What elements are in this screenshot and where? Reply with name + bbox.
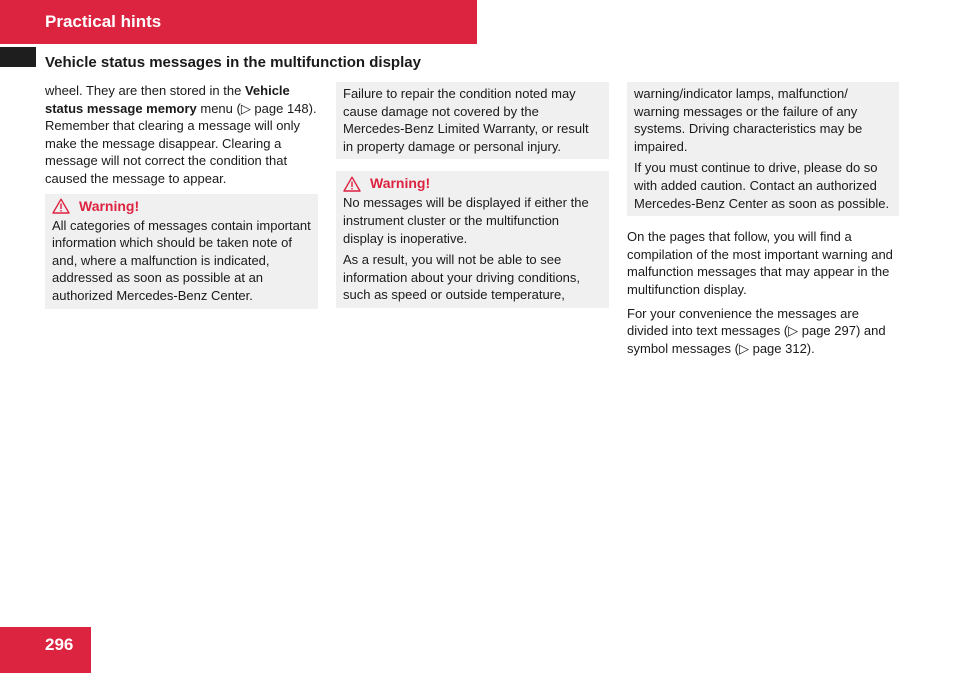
section-heading: Vehicle status messages in the multifunction display <box>45 54 421 71</box>
body-paragraph-1: On the pages that follow, you will find a compilation of the most important warning and malfunction messages that may appear in the multifunction display. <box>627 229 893 297</box>
warning-label: Warning! <box>370 175 431 192</box>
note-text: Failure to repair the condition noted may cause damage not covered by the Mercedes-Benz Limited Warranty, or result in property damage or personal injury. <box>343 86 589 154</box>
warning-box-display <box>336 171 609 308</box>
intro-paragraph <box>45 82 318 188</box>
column-right <box>627 82 899 363</box>
warning-heading <box>343 174 602 193</box>
intro-text-start: wheel. They are then stored in the <box>45 83 245 98</box>
warning-box-messages <box>45 194 318 309</box>
warning-triangle-icon <box>343 176 361 192</box>
warning-heading <box>52 197 311 216</box>
continuation-text-1: warning/indicator lamps, malfunction/ warning messages or the failure of any systems. Driving characteristics may be impaired. <box>634 86 863 154</box>
note-box-warranty <box>336 82 609 159</box>
section-tab-marker <box>0 47 36 67</box>
body-paragraph-2: For your convenience the messages are divided into text messages (▷ page 297) and symbol messages (▷ page 312). <box>627 305 886 356</box>
warning-text-2: As a result, you will not be able to see information about your driving conditions, such as speed or outside temperature, <box>343 252 581 303</box>
column-left <box>45 82 318 319</box>
chapter-title: Practical hints <box>45 12 162 31</box>
warning-triangle-icon <box>52 198 70 214</box>
intro-text-end: menu (▷ page 148). Remember that clearing a message will only make the message disappear. Clearing a message will not correct the condition that caused the message to appear. <box>45 100 317 186</box>
page-number: 296 <box>45 635 74 654</box>
warning-label: Warning! <box>79 197 140 214</box>
column-middle <box>336 82 609 318</box>
menu-name: Vehicle status message memory <box>45 83 290 116</box>
warning-text: All categories of messages contain important information which should be taken note of and, where a malfunction is indicated, addressed as soon as possible at an authorized Mercedes-Benz Center. <box>52 217 311 303</box>
warning-text-1: No messages will be displayed if either the instrument cluster or the multifunction display is inoperative. <box>343 195 589 246</box>
continuation-text-2: If you must continue to drive, please do so with added caution. Contact an authorized Mercedes-Benz Center as soon as possible. <box>634 160 890 211</box>
warning-continuation-box <box>627 82 899 216</box>
